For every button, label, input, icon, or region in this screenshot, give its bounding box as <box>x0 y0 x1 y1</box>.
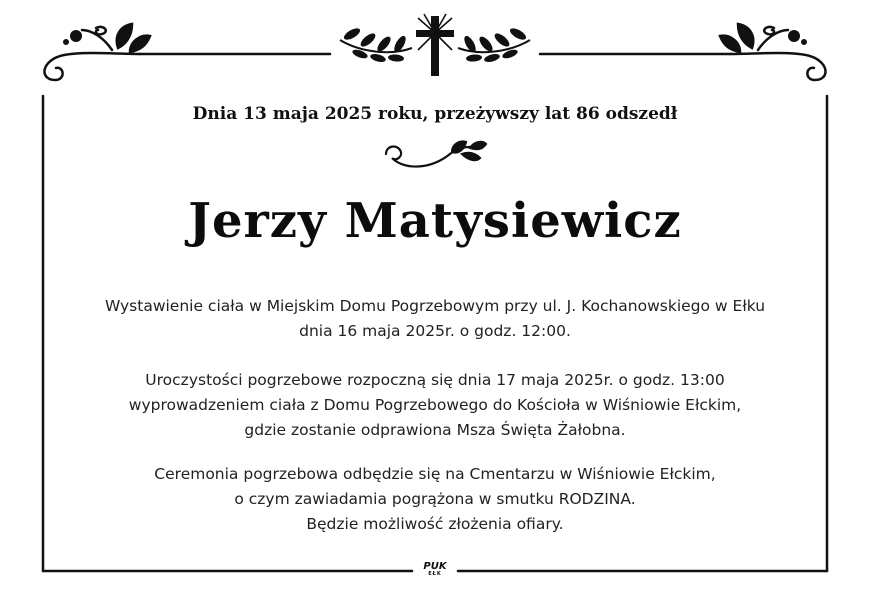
paragraph-line: dnia 16 maja 2025r. o godz. 12:00. <box>299 322 571 340</box>
death-announcement-headline: Dnia 13 maja 2025 roku, przeżywszy lat 86 odszedł <box>192 104 678 124</box>
paragraph-line: Będzie możliwość złożenia ofiary. <box>306 515 564 533</box>
cross-with-laurel-icon <box>340 14 530 76</box>
paragraph-line: Uroczystości pogrzebowe rozpoczną się dnia 17 maja 2025r. o godz. 13:00 <box>145 371 725 389</box>
floral-corner-ornament-icon <box>720 24 826 80</box>
deceased-name: Jerzy Matysiewicz <box>188 193 682 249</box>
burial-paragraph <box>40 462 830 537</box>
paragraph-line: Ceremonia pogrzebowa odbędzie się na Cmentarzu w Wiśniowie Ełckim, <box>154 465 716 483</box>
viewing-paragraph <box>40 294 830 344</box>
paragraph-line: wyprowadzeniem ciała z Domu Pogrzebowego do Kościoła w Wiśniowie Ełckim, <box>128 396 742 414</box>
floral-corner-ornament-icon <box>44 24 150 80</box>
puk-elk-logo <box>405 562 465 577</box>
ceremony-paragraph <box>40 368 830 443</box>
logo-line-2: EŁK <box>428 571 442 577</box>
paragraph-line: Wystawienie ciała w Miejskim Domu Pogrzebowym przy ul. J. Kochanowskiego w Ełku <box>104 297 766 315</box>
logo-line-1: PUK <box>423 561 447 572</box>
swirl-leaf-divider-icon <box>386 141 486 166</box>
paragraph-line: gdzie zostanie odprawiona Msza Święta Żałobna. <box>244 421 626 439</box>
paragraph-line: o czym zawiadamia pogrążona w smutku RODZINA. <box>234 490 636 508</box>
